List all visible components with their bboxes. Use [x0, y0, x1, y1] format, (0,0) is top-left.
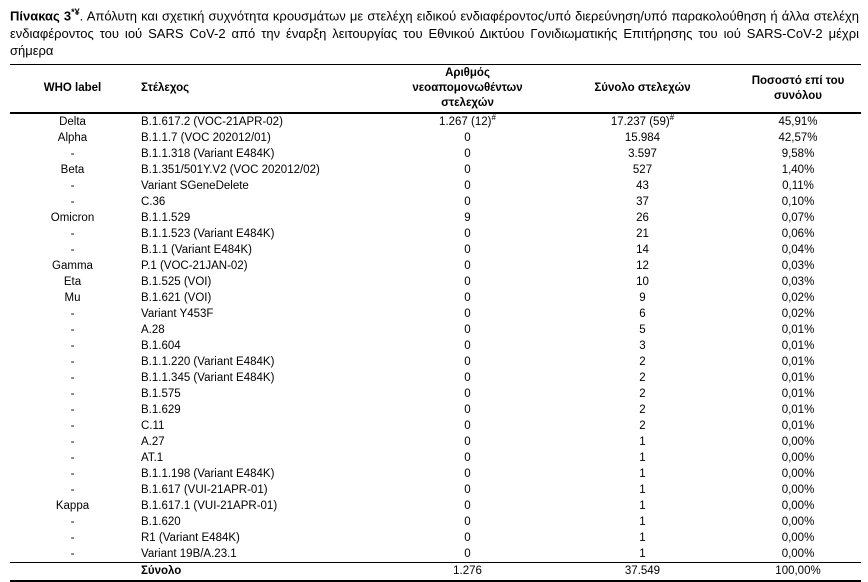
- who-label-cell: -: [70, 420, 75, 433]
- strain-cell: B.1.1.318 (Variant E484K): [141, 148, 275, 161]
- total-strains-cell: 2: [639, 404, 646, 417]
- percentage-cell: 9,58%: [781, 148, 815, 161]
- table-row: [10, 514, 861, 530]
- new-isolates-cell: 0: [464, 260, 471, 273]
- new-isolates-cell: 0: [464, 404, 471, 417]
- table-row: [10, 178, 861, 194]
- table-row: [10, 402, 861, 418]
- total-strains-cell: 5: [639, 324, 646, 337]
- total-sum-cell: 37.549: [550, 563, 735, 582]
- table-caption: [0, 0, 868, 64]
- new-isolates-cell: 0: [464, 292, 471, 305]
- percentage-cell: 0,01%: [781, 340, 815, 353]
- col-header-total-strains: Σύνολο στελεχών: [550, 65, 735, 114]
- percentage-cell: 0,00%: [781, 468, 815, 481]
- who-label-cell: Mu: [64, 292, 81, 305]
- who-label-cell: -: [70, 404, 75, 417]
- percentage-cell: 42,57%: [778, 132, 818, 145]
- total-strains-cell: 2: [639, 420, 646, 433]
- table-row: [10, 242, 861, 258]
- table-row: [10, 482, 861, 498]
- table-row: [10, 546, 861, 563]
- percentage-cell: 0,01%: [781, 372, 815, 385]
- percentage-cell: 0,07%: [781, 212, 815, 225]
- strain-cell: B.1.1.345 (Variant E484K): [141, 372, 275, 385]
- percentage-cell: 0,01%: [781, 420, 815, 433]
- who-label-cell: Alpha: [57, 132, 88, 145]
- percentage-cell: 0,00%: [781, 484, 815, 497]
- who-label-cell: -: [70, 308, 75, 321]
- who-label-cell: -: [70, 436, 75, 449]
- new-isolates-cell: 0: [464, 516, 471, 529]
- table-row: [10, 338, 861, 354]
- footnote-marker: #: [491, 113, 496, 123]
- table-row: [10, 354, 861, 370]
- table-caption-footnote-marker: *¥: [71, 7, 80, 17]
- table-row: [10, 162, 861, 178]
- strain-cell: Variant SGeneDelete: [141, 180, 249, 193]
- who-label-cell: -: [70, 532, 75, 545]
- who-label-cell: Omicron: [50, 212, 95, 225]
- strain-cell: B.1.617 (VUI-21APR-01): [141, 484, 268, 497]
- total-strains-cell: 1: [639, 452, 646, 465]
- new-isolates-cell: 0: [464, 388, 471, 401]
- who-label-cell: -: [70, 516, 75, 529]
- table-caption-number: Πίνακας 3: [10, 8, 72, 24]
- total-strains-cell: 9: [639, 292, 646, 305]
- strain-cell: B.1.617.2 (VOC-21APR-02): [141, 116, 283, 129]
- new-isolates-cell: 0: [464, 548, 471, 561]
- strain-cell: A.28: [141, 324, 165, 337]
- table-row: [10, 498, 861, 514]
- total-strains-cell: 1: [639, 500, 646, 513]
- new-isolates-cell: 0: [464, 468, 471, 481]
- percentage-cell: 0,01%: [781, 356, 815, 369]
- total-label-cell: Σύνολο: [135, 563, 385, 582]
- who-label-cell: -: [70, 372, 75, 385]
- percentage-cell: 0,03%: [781, 276, 815, 289]
- total-strains-cell: 2: [639, 372, 646, 385]
- table-row: [10, 194, 861, 210]
- total-strains-cell: 26: [636, 212, 649, 225]
- strain-cell: B.1.617.1 (VUI-21APR-01): [141, 500, 278, 513]
- total-strains-cell: 37: [636, 196, 649, 209]
- table-row: [10, 530, 861, 546]
- strain-cell: P.1 (VOC-21JAN-02): [141, 260, 248, 273]
- who-label-cell: -: [70, 548, 75, 561]
- who-label-cell: -: [70, 244, 75, 257]
- new-isolates-cell: 0: [464, 132, 471, 145]
- new-isolates-cell: 0: [464, 164, 471, 177]
- strain-cell: Variant Y453F: [141, 308, 214, 321]
- total-strains-cell: 1: [639, 436, 646, 449]
- total-strains-cell: 2: [639, 388, 646, 401]
- strain-cell: C.11: [141, 420, 165, 433]
- percentage-cell: 0,02%: [781, 292, 815, 305]
- table-row: [10, 322, 861, 338]
- percentage-cell: 0,00%: [781, 548, 815, 561]
- strain-cell: C.36: [141, 196, 166, 209]
- table-row: [10, 418, 861, 434]
- who-label-cell: -: [70, 484, 75, 497]
- total-pct-cell: 100,00%: [735, 563, 861, 582]
- strain-cell: B.1.1.523 (Variant E484K): [141, 228, 275, 241]
- new-isolates-cell: 0: [464, 228, 471, 241]
- total-strains-cell: 1: [639, 548, 646, 561]
- percentage-cell: 0,00%: [781, 452, 815, 465]
- table-row: [10, 258, 861, 274]
- who-label-cell: -: [70, 468, 75, 481]
- header-row: [10, 65, 861, 114]
- percentage-cell: 0,01%: [781, 388, 815, 401]
- new-isolates-cell: 0: [464, 180, 471, 193]
- percentage-cell: 0,01%: [781, 324, 815, 337]
- new-isolates-cell: 0: [464, 308, 471, 321]
- strain-cell: B.1.1.198 (Variant E484K): [141, 468, 275, 481]
- strain-cell: B.1.351/501Y.V2 (VOC 202012/02): [141, 164, 320, 177]
- total-strains-cell: 3.597: [628, 148, 657, 161]
- strain-cell: B.1.629: [141, 404, 181, 417]
- new-isolates-cell: 1.267 (12)#: [439, 113, 496, 129]
- strain-cell: B.1.621 (VOI): [141, 292, 212, 305]
- strain-cell: B.1.620: [141, 516, 181, 529]
- variants-frequency-table: [10, 64, 861, 582]
- who-label-cell: -: [70, 324, 75, 337]
- total-strains-cell: 1: [639, 484, 646, 497]
- new-isolates-cell: 0: [464, 436, 471, 449]
- total-strains-cell: 12: [636, 260, 649, 273]
- new-isolates-cell: 0: [464, 148, 471, 161]
- who-label-cell: -: [70, 388, 75, 401]
- who-label-cell: Eta: [63, 276, 82, 289]
- total-row: [10, 563, 861, 582]
- table-row: [10, 370, 861, 386]
- strain-cell: A.27: [141, 436, 165, 449]
- table-row: [10, 146, 861, 162]
- percentage-cell: 0,00%: [781, 500, 815, 513]
- percentage-cell: 0,10%: [781, 196, 815, 209]
- who-label-cell: Gamma: [52, 260, 93, 273]
- percentage-cell: 0,11%: [782, 180, 814, 193]
- percentage-cell: 0,03%: [781, 260, 815, 273]
- table-row: [10, 466, 861, 482]
- col-header-percentage: Ποσοστό επί του συνόλου: [735, 65, 861, 114]
- table-row: [10, 210, 861, 226]
- table-row: [10, 434, 861, 450]
- total-strains-cell: 1: [639, 516, 646, 529]
- footnote-marker: #: [669, 113, 675, 123]
- new-isolates-cell: 0: [464, 372, 471, 385]
- total-strains-cell: 1: [639, 468, 646, 481]
- table-row: [10, 226, 861, 242]
- new-isolates-cell: 9: [464, 212, 471, 225]
- col-header-new-isolates: Αριθμός νεοαπομονωθέντων στελεχών: [385, 65, 550, 114]
- total-strains-cell: 1: [639, 532, 646, 545]
- percentage-cell: 0,04%: [781, 244, 815, 257]
- percentage-cell: 0,01%: [781, 404, 815, 417]
- strain-cell: B.1.525 (VOI): [141, 276, 212, 289]
- new-isolates-cell: 0: [464, 420, 471, 433]
- who-label-cell: -: [70, 340, 75, 353]
- who-label-cell: Delta: [59, 116, 86, 129]
- total-who-cell: [10, 563, 135, 582]
- who-label-cell: Kappa: [55, 500, 90, 513]
- new-isolates-cell: 0: [464, 484, 471, 497]
- table-row: [10, 386, 861, 402]
- col-header-who-label: WHO label: [10, 65, 135, 114]
- percentage-cell: 0,00%: [781, 436, 815, 449]
- percentage-cell: 0,06%: [781, 228, 815, 241]
- total-strains-cell: 3: [639, 340, 646, 353]
- strain-cell: B.1.575: [141, 388, 181, 401]
- table-row: [10, 290, 861, 306]
- total-strains-cell: 43: [636, 180, 649, 193]
- strain-cell: B.1.1.529: [141, 212, 191, 225]
- who-label-cell: -: [70, 180, 75, 193]
- who-label-cell: -: [70, 228, 75, 241]
- new-isolates-cell: 0: [464, 244, 471, 257]
- new-isolates-cell: 0: [464, 340, 471, 353]
- table-caption-text: . Απόλυτη και σχετική συχνότητα κρουσμάτων με στελέχη ειδικού ενδιαφέροντος/υπό διερεύνηση/υπό παρακολούθηση ή άλλα στελέχη ενδιαφέροντος του ιού SARS CoV-2 από την έναρξη λειτουργίας του Εθνικού Δικτύου Γονιδιωματικής Επιτήρησης του ιού SARS-CoV-2 μέχρι σήμερα: [10, 8, 860, 58]
- total-strains-cell: 527: [632, 164, 653, 177]
- strain-cell: B.1.604: [141, 340, 181, 353]
- new-isolates-cell: 0: [464, 276, 471, 289]
- strain-cell: B.1.1.220 (Variant E484K): [141, 356, 275, 369]
- strain-cell: Variant 19B/A.23.1: [141, 548, 237, 561]
- new-isolates-cell: 0: [464, 324, 471, 337]
- total-strains-cell: 10: [636, 276, 649, 289]
- total-strains-cell: 21: [636, 228, 649, 241]
- new-isolates-cell: 0: [464, 500, 471, 513]
- new-isolates-cell: 0: [464, 532, 471, 545]
- strain-cell: R1 (Variant E484K): [141, 532, 240, 545]
- percentage-cell: 0,02%: [781, 308, 815, 321]
- who-label-cell: -: [70, 148, 75, 161]
- who-label-cell: -: [70, 196, 75, 209]
- who-label-cell: -: [70, 356, 75, 369]
- total-strains-cell: 15.984: [624, 132, 661, 145]
- who-label-cell: Beta: [60, 164, 85, 177]
- total-strains-cell: 2: [639, 356, 646, 369]
- percentage-cell: 0,00%: [781, 532, 815, 545]
- total-strains-cell: 14: [636, 244, 649, 257]
- col-header-strain: Στέλεχος: [135, 65, 385, 114]
- table-row: [10, 274, 861, 290]
- percentage-cell: 1,40%: [781, 164, 815, 177]
- strain-cell: B.1.1.7 (VOC 202012/01): [141, 132, 271, 145]
- new-isolates-cell: 0: [464, 356, 471, 369]
- new-isolates-cell: 0: [464, 196, 471, 209]
- table-row: [10, 450, 861, 466]
- who-label-cell: -: [70, 452, 75, 465]
- strain-cell: B.1.1 (Variant E484K): [141, 244, 253, 257]
- table-row: [10, 130, 861, 146]
- new-isolates-cell: 0: [464, 452, 471, 465]
- strain-cell: AT.1: [141, 452, 164, 465]
- percentage-cell: 45,91%: [778, 116, 818, 129]
- total-new-cell: 1.276: [385, 563, 550, 582]
- table-row: [10, 306, 861, 322]
- percentage-cell: 0,00%: [781, 516, 815, 529]
- table-row: [10, 113, 861, 130]
- total-strains-cell: 6: [639, 308, 646, 321]
- total-strains-cell: 17.237 (59)#: [610, 113, 675, 129]
